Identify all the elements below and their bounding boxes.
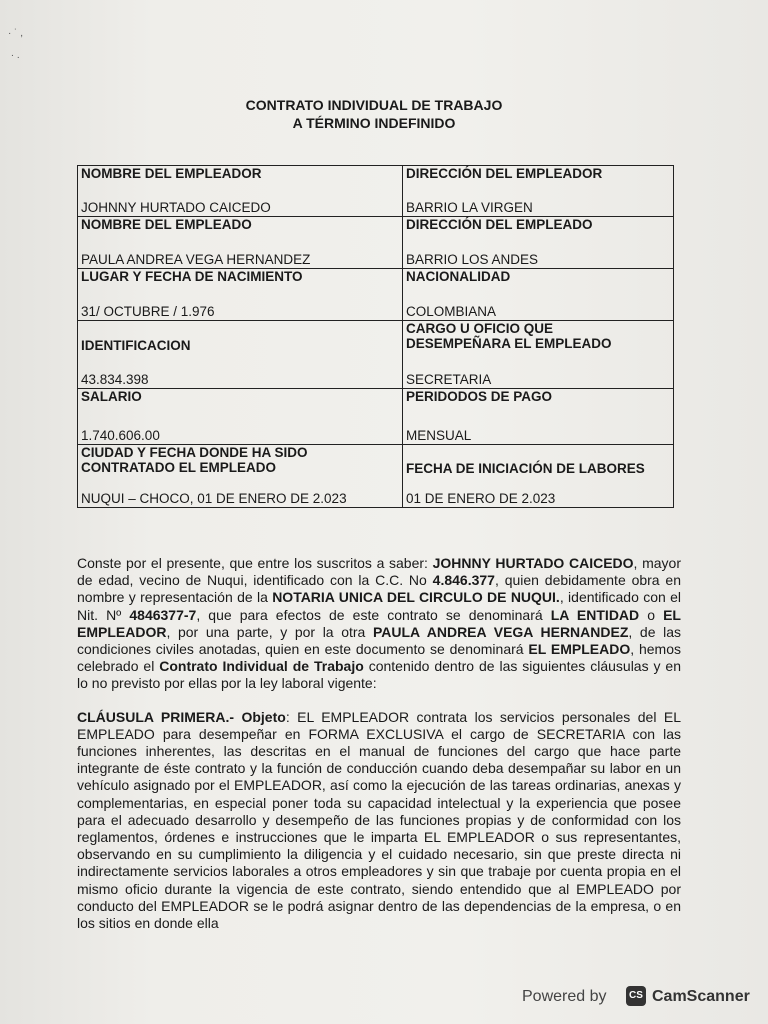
text-run: : — [285, 708, 298, 725]
entity-ref: LA ENTIDAD — [550, 606, 640, 623]
position-value: SECRETARIA — [406, 372, 492, 388]
employer-cc-ref: 4.846.377 — [432, 572, 495, 589]
table-row — [78, 268, 674, 320]
start-cell — [403, 444, 674, 507]
document-subtitle: A TÉRMINO INDEFINIDO — [292, 115, 456, 131]
contract-body — [77, 555, 681, 948]
nit-ref: 4846377-7 — [129, 606, 197, 623]
start-value: 01 DE ENERO DE 2.023 — [406, 491, 556, 506]
id-cell — [78, 320, 403, 388]
camscanner-brand: CamScanner — [652, 988, 750, 1005]
employer-name-label: NOMBRE DEL EMPLEADOR — [81, 166, 262, 181]
birth-label: LUGAR Y FECHA DE NACIMIENTO — [81, 268, 303, 284]
hire-value: NUQUI – CHOCO, 01 DE ENERO DE 2.023 — [81, 491, 347, 506]
text-run: , mayor de edad, vecino de Nuqui, identificado con la C.C. No — [77, 555, 681, 589]
pay-period-label: PERIDODOS DE PAGO — [406, 389, 553, 405]
text-run: Conste por el presente, que entre los suscritos a saber: — [77, 555, 433, 571]
text-run: , quien debidamente obra en nombre y representación de la — [77, 572, 681, 606]
employer-address-cell — [403, 166, 674, 217]
employee-ref: EL EMPLEADO — [528, 641, 631, 658]
birth-cell — [78, 268, 403, 320]
pay-period-cell — [403, 389, 674, 444]
clause-one-heading: CLÁUSULA PRIMERA.- Objeto — [77, 708, 286, 725]
table-row — [78, 389, 674, 444]
text-run: o — [639, 606, 664, 623]
employee-name-cell — [78, 217, 403, 268]
text-run: , identificado con el Nit. Nº — [77, 589, 681, 623]
employee-name-ref: PAULA ANDREA VEGA HERNANDEZ — [372, 623, 629, 640]
contract-info-table — [77, 165, 674, 508]
position-cell — [403, 320, 674, 388]
employer-ref: EL EMPLEADOR — [77, 606, 681, 640]
employee-address-label: DIRECCIÓN DEL EMPLEADO — [406, 217, 593, 233]
text-run: , por una parte, y por la otra — [166, 623, 373, 640]
table-row — [78, 320, 674, 388]
employer-name-value: JOHNNY HURTADO CAICEDO — [81, 200, 271, 216]
employee-name-value: PAULA ANDREA VEGA HERNANDEZ — [81, 251, 311, 267]
pay-period-value: MENSUAL — [406, 427, 472, 443]
birth-value: 31/ OCTUBRE / 1.976 — [81, 303, 215, 319]
powered-by-label: Powered by — [522, 988, 607, 1005]
hire-cell — [78, 444, 403, 507]
employer-address-label: DIRECCIÓN DEL EMPLEADOR — [406, 166, 603, 181]
employee-name-label: NOMBRE DEL EMPLEADO — [81, 217, 252, 233]
notary-name-ref: NOTARIA UNICA DEL CIRCULO DE NUQUI. — [272, 589, 560, 606]
employer-name-cell — [78, 166, 403, 217]
table-row — [78, 166, 674, 217]
text-run: , que para efectos de este contrato se denominará — [196, 606, 551, 623]
hire-label-line1: CIUDAD Y FECHA DONDE HA SIDO — [81, 444, 308, 460]
employee-address-cell — [403, 217, 674, 268]
position-label-line2: DESEMPEÑARA EL EMPLEADO — [406, 335, 612, 351]
text-run: , hemos celebrado el — [77, 641, 681, 675]
salary-label: SALARIO — [81, 389, 142, 405]
hire-label-line2: CONTRATADO EL EMPLEADO — [81, 459, 276, 475]
nationality-value: COLOMBIANA — [406, 303, 497, 319]
id-label: IDENTIFICACION — [81, 337, 191, 353]
id-value: 43.834.398 — [81, 372, 149, 388]
salary-value: 1.740.606.00 — [81, 427, 160, 443]
intro-paragraph — [77, 555, 681, 693]
contract-type-ref: Contrato Individual de Trabajo — [159, 658, 364, 675]
camscanner-logo-icon: CS — [626, 986, 646, 1006]
table-row — [78, 217, 674, 268]
employee-address-value: BARRIO LOS ANDES — [406, 251, 539, 267]
employer-address-value: BARRIO LA VIRGEN — [406, 200, 533, 216]
position-label-line1: CARGO U OFICIO QUE — [406, 320, 554, 336]
document-title: CONTRATO INDIVIDUAL DE TRABAJO — [245, 97, 503, 113]
employer-name-ref: JOHNNY HURTADO CAICEDO — [432, 555, 634, 571]
text-run: , de las condiciones civiles anotadas, quien en este documento se denominará — [77, 623, 682, 658]
nationality-cell — [403, 268, 674, 320]
table-row — [78, 444, 674, 507]
text-run: contenido dentro de las siguientes cláusulas y en lo no previsto por ellas por la ley laboral vigente: — [77, 658, 682, 692]
clause-one-paragraph — [77, 709, 681, 933]
clause-one-text: EL EMPLEADOR contrata los servicios personales del EL EMPLEADO para desempeñar en FORMA EXCLUSIVA el cargo de SECRETARIA con las funciones inherentes, las descritas en el manual de funciones del cargo que hace parte integrante de éste contrato y la función de conducción cuando deba desempañar su labor en un vehículo asignado por el EMPLEADOR, así como la ejecución de las tareas ordinarias, anexas y complementarias, en especial poner toda su capacidad intelectual y la experiencia que posee para el adecuado desarrollo y desempeño de las funciones propias y de conformidad con los reglamentos, órdenes e instrucciones que le imparta EL EMPLEADOR o sus representantes, observando en su cumplimiento la diligencia y el cuidado necesario, sin que preste directa ni indirectamente servicios laborales a otros empleadores y sin que trabaje por cuenta propia en el mismo oficio durante la vigencia de este contrato, siendo entendido que al EMPLEADO por conducto del EMPLEADOR se le podrá asignar dentro de las dependencias de la empresa, o en los sitios en donde ella — [77, 708, 682, 932]
start-label: FECHA DE INICIACIÓN DE LABORES — [406, 460, 645, 476]
salary-cell — [78, 389, 403, 444]
scan-specks: · ˙ , · . — [8, 28, 23, 61]
nationality-label: NACIONALIDAD — [406, 268, 511, 284]
